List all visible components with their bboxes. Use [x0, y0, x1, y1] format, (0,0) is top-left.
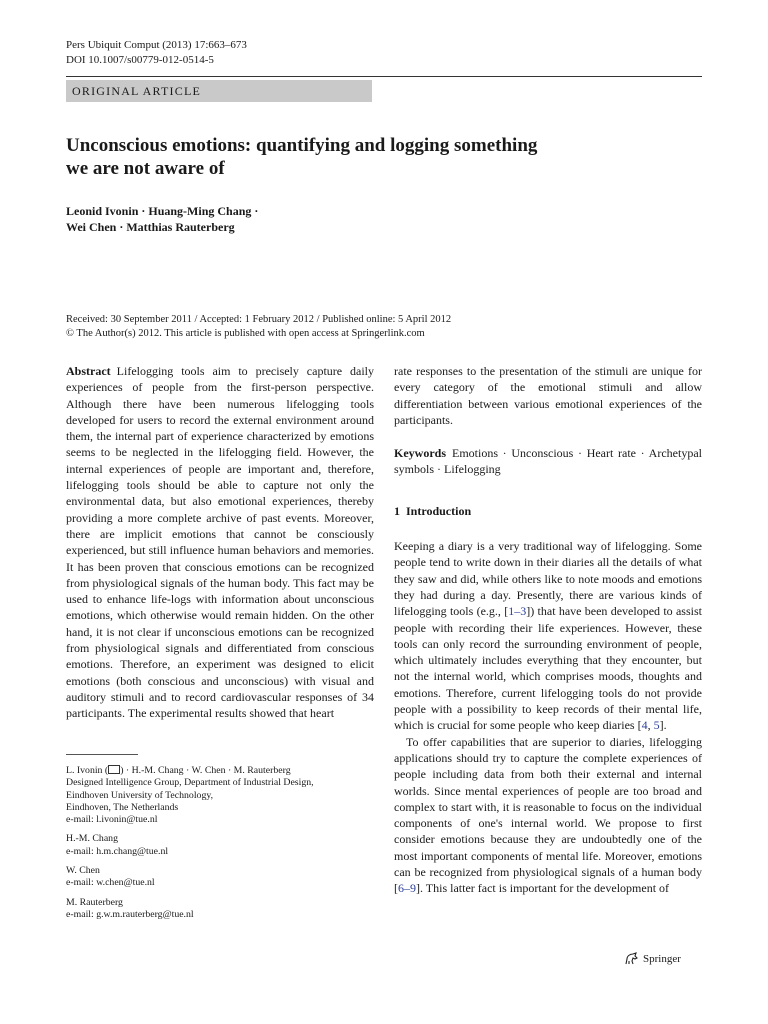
- doi: DOI 10.1007/s00779-012-0514-5: [66, 54, 214, 66]
- left-column: [66, 363, 374, 722]
- publisher-logo: [623, 951, 681, 967]
- article-type-banner: ORIGINAL ARTICLE: [66, 80, 372, 102]
- section-heading: 1 Introduction: [394, 503, 472, 518]
- envelope-icon[interactable]: [108, 765, 120, 774]
- springer-horse-icon: [623, 952, 639, 966]
- affiliation-block: M. Rauterberg e-mail: g.w.m.rauterberg@tue.nl: [66, 897, 376, 922]
- author-affiliations: [66, 765, 376, 928]
- email[interactable]: e-mail: l.ivonin@tue.nl: [66, 814, 158, 826]
- email[interactable]: e-mail: h.m.chang@tue.nl: [66, 845, 169, 857]
- author-list: Leonid Ivonin · Huang-Ming Chang · Wei Chen · Matthias Rauterberg: [66, 204, 259, 234]
- keywords-label: Keywords: [394, 446, 446, 461]
- affiliation-block: H.-M. Chang e-mail: h.m.chang@tue.nl: [66, 833, 376, 858]
- email[interactable]: e-mail: w.chen@tue.nl: [66, 877, 155, 889]
- affiliation-block: W. Chen e-mail: w.chen@tue.nl: [66, 865, 376, 890]
- abstract: Abstract Lifelogging tools aim to precisely capture daily experiences of people from the first-person perspective. Although there have been numerous lifelogging tools developed for users to record the external environment around them, the internal part of experience characterized by emotions seems to be neglected in the lifelogging field. However, the internal experiences of people are important and, therefore, lifelogging tools should be able to capture not only the environmental data, but also emotional experiences, thereby providing a more complete archive of past events. Moreover, there are implicit emotions that cannot be consciously experienced, but still influence human behaviors and memories. It has been proven that conscious emotions can be recognized from physiological signals of the human body. This fact may be used to enhance life-logs with information about unconscious emotions, which otherwise would remain hidden. On the other hand, it is not clear if unconscious emotions can be recognized from physiological signals and differentiated from conscious emotions. Therefore, an experiment was designed to elicit emotions (both conscious and unconscious) with visual and auditory stimuli and to record cardiovascular responses of 34 participants. The experimental results showed that heart: [66, 364, 374, 721]
- intro-paragraph-2: To offer capabilities that are superior to diaries, lifelogging applications should try to capture the complete experiences of people including data from both their external and internal worlds. Since mental experiences of people are too broad and complex to start with, it is reasonable to focus on the individual components of one's internal world. We propose to first consider emotions because they are undoubtedly one of the most important components of mental life. Moreover, emotions can be recognized from physiological signals of a human body [6–9]. This latter fact is important for the development of: [394, 734, 702, 896]
- keywords: Keywords Emotions · Unconscious · Heart rate · Archetypal symbols · Lifelogging: [394, 446, 702, 477]
- paper-title: Unconscious emotions: quantifying and logging something we are not aware of: [66, 135, 538, 179]
- abstract-label: Abstract: [66, 364, 111, 378]
- copyright: © The Author(s) 2012. This article is published with open access at Springerlink.com: [66, 328, 425, 339]
- citation-link[interactable]: 5: [653, 718, 660, 733]
- citation-link[interactable]: 4: [641, 718, 648, 733]
- intro-paragraph-1: Keeping a diary is a very traditional way of lifelogging. Some people tend to write down in their diaries all the details of what they saw and did, while others like to note moods and emotions they had during a day. Presently, there are various kinds of lifelogging tools (e.g., [1–3]) that have been developed to assist people with recording their life experiences. However, these tools can only record the surrounding environment of people, which ultimately includes everything that they encounter, but not the internal world, which comprises moods, thoughts and emotions. Therefore, current lifelogging tools do not provide people with a possibility to keep records of their mental life, which is crucial for some people who keep diaries [4, 5].: [394, 539, 702, 733]
- header-rule: [66, 76, 702, 77]
- citation-link[interactable]: 1–3: [508, 604, 527, 619]
- right-column: [394, 363, 702, 897]
- footnote-rule: [66, 754, 138, 755]
- journal-citation: Pers Ubiquit Comput (2013) 17:663–673: [66, 39, 247, 51]
- journal-header: [66, 38, 247, 68]
- abstract-continued: rate responses to the presentation of the stimuli are unique for every category of the emotional stimuli and allow differentiation between various emotional experiences of the participants.: [394, 364, 702, 427]
- publisher-name: Springer: [643, 953, 681, 965]
- publication-history: [66, 313, 666, 341]
- dates: Received: 30 September 2011 / Accepted: 1 February 2012 / Published online: 5 April 2012: [66, 314, 452, 325]
- citation-link[interactable]: 6–9: [398, 881, 416, 896]
- affiliation-block: L. Ivonin ( ) · H.-M. Chang · W. Chen · M. Rauterberg Designed Intelligence Group, Department of Industrial Design, Eindhoven University of Technology, Eindhoven, The Netherlands e-mail: l.ivonin@tue.nl: [66, 765, 376, 826]
- email[interactable]: e-mail: g.w.m.rauterberg@tue.nl: [66, 908, 194, 920]
